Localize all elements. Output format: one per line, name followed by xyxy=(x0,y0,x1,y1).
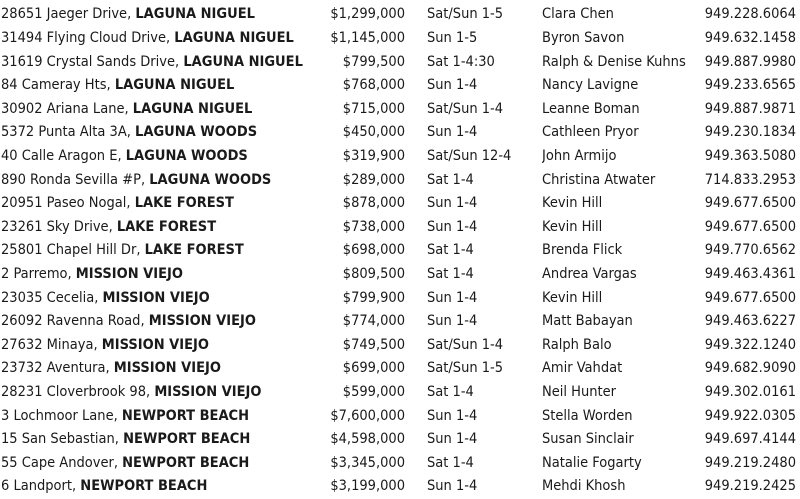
agent-phone: 949.770.6562 xyxy=(704,242,796,259)
city-name: LAGUNA NIGUEL xyxy=(183,53,303,70)
street-address: 31494 Flying Cloud Drive, xyxy=(1,29,175,46)
street-address: 23261 Sky Drive, xyxy=(1,218,117,235)
listing-address xyxy=(1,27,321,51)
agent-phone: 949.677.6500 xyxy=(704,218,796,235)
listing-row xyxy=(0,310,800,334)
agent-name: Nancy Lavigne xyxy=(542,77,639,94)
agent-phone: 949.228.6064 xyxy=(704,6,796,23)
listing-price: $774,000 xyxy=(342,313,405,330)
listing-address xyxy=(1,357,321,381)
listing-address xyxy=(1,428,321,452)
listing-row xyxy=(0,3,800,27)
agent-phone: 949.302.0161 xyxy=(704,383,796,400)
street-address: 20951 Paseo Nogal, xyxy=(1,195,135,212)
agent-name: Leanne Boman xyxy=(542,100,640,117)
listing-address xyxy=(1,169,321,193)
agent-name: Ralph Balo xyxy=(542,336,612,353)
listing-address xyxy=(1,74,321,98)
agent-name: Ralph & Denise Kuhns xyxy=(542,53,686,70)
listing-row xyxy=(0,428,800,452)
listing-price: $3,345,000 xyxy=(330,454,405,471)
city-name: NEWPORT BEACH xyxy=(121,407,250,424)
open-house-hours: Sun 1-4 xyxy=(427,124,478,141)
city-name: LAGUNA NIGUEL xyxy=(174,29,294,46)
street-address: 26092 Ravenna Road, xyxy=(1,313,149,330)
city-name: NEWPORT BEACH xyxy=(122,454,250,471)
street-address: 84 Cameray Hts, xyxy=(1,77,115,94)
city-name: NEWPORT BEACH xyxy=(80,478,208,495)
open-house-hours: Sun 1-4 xyxy=(427,431,478,448)
agent-name: Kevin Hill xyxy=(542,289,603,306)
listing-row xyxy=(0,98,800,122)
listing-address xyxy=(1,51,321,75)
listing-price: $715,000 xyxy=(342,100,405,117)
listing-row xyxy=(0,51,800,75)
street-address: 28231 Cloverbrook 98, xyxy=(1,383,155,400)
open-house-hours: Sun 1-4 xyxy=(427,289,478,306)
open-house-hours: Sat/Sun 1-4 xyxy=(427,336,504,353)
agent-phone: 949.922.0305 xyxy=(704,407,796,424)
agent-phone: 949.463.4361 xyxy=(704,265,796,282)
agent-phone: 949.887.9980 xyxy=(704,53,796,70)
agent-phone: 949.697.4144 xyxy=(704,431,796,448)
agent-phone: 949.463.6227 xyxy=(704,313,796,330)
listing-row xyxy=(0,263,800,287)
street-address: 40 Calle Aragon E, xyxy=(1,147,126,164)
listing-row xyxy=(0,452,800,476)
agent-phone: 949.233.6565 xyxy=(704,77,796,94)
open-house-hours: Sun 1-5 xyxy=(427,29,478,46)
city-name: LAKE FOREST xyxy=(116,218,217,235)
open-house-hours: Sun 1-4 xyxy=(427,195,478,212)
street-address: 23732 Aventura, xyxy=(1,360,114,377)
city-name: MISSION VIEJO xyxy=(148,313,256,330)
open-house-hours: Sat 1-4:30 xyxy=(427,53,495,70)
street-address: 2 Parremo, xyxy=(1,265,76,282)
listing-address xyxy=(1,263,321,287)
listing-row xyxy=(0,74,800,98)
city-name: LAKE FOREST xyxy=(144,242,244,259)
listing-price: $738,000 xyxy=(342,218,405,235)
listing-price: $7,600,000 xyxy=(330,407,405,424)
listing-address xyxy=(1,381,321,405)
agent-phone: 949.219.2480 xyxy=(704,454,796,471)
listing-row xyxy=(0,27,800,51)
listing-price: $799,500 xyxy=(342,53,405,70)
agent-name: Susan Sinclair xyxy=(542,431,634,448)
listing-row xyxy=(0,381,800,405)
listing-row xyxy=(0,287,800,311)
listing-address xyxy=(1,121,321,145)
listing-price: $699,000 xyxy=(342,360,405,377)
street-address: 25801 Chapel Hill Dr, xyxy=(1,242,145,259)
city-name: NEWPORT BEACH xyxy=(123,431,251,448)
open-house-hours: Sat 1-4 xyxy=(427,171,474,188)
street-address: 890 Ronda Sevilla #P, xyxy=(1,171,150,188)
open-house-hours: Sat/Sun 1-5 xyxy=(427,6,504,23)
agent-phone: 949.219.2425 xyxy=(704,478,796,495)
listing-address xyxy=(1,310,321,334)
listing-row xyxy=(0,192,800,216)
listing-address xyxy=(1,287,321,311)
open-house-hours: Sun 1-4 xyxy=(427,313,478,330)
agent-name: Brenda Flick xyxy=(542,242,623,259)
city-name: LAGUNA WOODS xyxy=(149,171,272,188)
listing-price: $289,000 xyxy=(342,171,405,188)
listing-row xyxy=(0,239,800,263)
open-house-hours: Sat 1-4 xyxy=(427,265,474,282)
agent-name: Byron Savon xyxy=(542,29,625,46)
street-address: 23035 Cecelia, xyxy=(1,289,103,306)
agent-phone: 949.677.6500 xyxy=(704,195,796,212)
agent-name: Andrea Vargas xyxy=(542,265,637,282)
agent-name: Mehdi Khosh xyxy=(542,478,626,495)
street-address: 28651 Jaeger Drive, xyxy=(1,6,136,23)
city-name: MISSION VIEJO xyxy=(113,360,221,377)
open-house-hours: Sat/Sun 12-4 xyxy=(427,147,512,164)
listing-row xyxy=(0,334,800,358)
listing-price: $4,598,000 xyxy=(330,431,405,448)
listing-price: $3,199,000 xyxy=(330,478,405,495)
street-address: 55 Cape Andover, xyxy=(1,454,123,471)
agent-name: Natalie Fogarty xyxy=(542,454,642,471)
open-house-hours: Sat 1-4 xyxy=(427,383,474,400)
agent-phone: 949.230.1834 xyxy=(704,124,796,141)
city-name: LAGUNA WOODS xyxy=(135,124,258,141)
agent-name: Neil Hunter xyxy=(542,383,617,400)
listing-price: $799,900 xyxy=(342,289,405,306)
agent-name: Amir Vahdat xyxy=(542,360,623,377)
listing-price: $450,000 xyxy=(342,124,405,141)
agent-phone: 949.632.1458 xyxy=(704,29,796,46)
street-address: 27632 Minaya, xyxy=(1,336,102,353)
listing-price: $599,000 xyxy=(342,383,405,400)
listing-address xyxy=(1,452,321,476)
listing-address xyxy=(1,239,321,263)
street-address: 3 Lochmoor Lane, xyxy=(1,407,122,424)
agent-name: Stella Worden xyxy=(542,407,633,424)
listing-row xyxy=(0,169,800,193)
city-name: MISSION VIEJO xyxy=(101,336,209,353)
agent-name: John Armijo xyxy=(542,147,617,164)
open-house-hours: Sat 1-4 xyxy=(427,454,474,471)
agent-name: Kevin Hill xyxy=(542,195,603,212)
city-name: LAGUNA NIGUEL xyxy=(135,6,255,23)
agent-phone: 949.363.5080 xyxy=(704,147,796,164)
agent-phone: 949.887.9871 xyxy=(704,100,796,117)
open-house-hours: Sat/Sun 1-4 xyxy=(427,100,504,117)
city-name: MISSION VIEJO xyxy=(154,383,262,400)
city-name: LAGUNA WOODS xyxy=(125,147,248,164)
open-house-hours: Sun 1-4 xyxy=(427,218,478,235)
agent-name: Christina Atwater xyxy=(542,171,656,188)
street-address: 30902 Ariana Lane, xyxy=(1,100,133,117)
open-house-hours: Sun 1-4 xyxy=(427,478,478,495)
open-house-hours: Sat/Sun 1-5 xyxy=(427,360,504,377)
listing-price: $1,299,000 xyxy=(330,6,405,23)
city-name: MISSION VIEJO xyxy=(75,265,183,282)
listing-address xyxy=(1,98,321,122)
listing-address xyxy=(1,3,321,27)
open-house-hours: Sun 1-4 xyxy=(427,407,478,424)
agent-phone: 949.322.1240 xyxy=(704,336,796,353)
listing-row xyxy=(0,121,800,145)
open-house-hours: Sat 1-4 xyxy=(427,242,474,259)
agent-name: Clara Chen xyxy=(542,6,614,23)
listing-price: $1,145,000 xyxy=(330,29,405,46)
agent-phone: 949.682.9090 xyxy=(704,360,796,377)
listing-price: $878,000 xyxy=(342,195,405,212)
listing-row xyxy=(0,216,800,240)
open-house-hours: Sun 1-4 xyxy=(427,77,478,94)
city-name: MISSION VIEJO xyxy=(102,289,210,306)
listing-address xyxy=(1,334,321,358)
listing-price: $809,500 xyxy=(342,265,405,282)
listing-address xyxy=(1,192,321,216)
agent-name: Matt Babayan xyxy=(542,313,633,330)
listing-address xyxy=(1,475,321,499)
street-address: 15 San Sebastian, xyxy=(1,431,124,448)
agent-phone: 949.677.6500 xyxy=(704,289,796,306)
street-address: 31619 Crystal Sands Drive, xyxy=(1,53,184,70)
listing-price: $319,900 xyxy=(342,147,405,164)
listing-price: $698,000 xyxy=(342,242,405,259)
street-address: 6 Landport, xyxy=(1,478,81,495)
listing-address xyxy=(1,405,321,429)
city-name: LAGUNA NIGUEL xyxy=(132,100,253,117)
listing-row xyxy=(0,405,800,429)
agent-name: Cathleen Pryor xyxy=(542,124,639,141)
city-name: LAKE FOREST xyxy=(134,195,234,212)
listing-price: $749,500 xyxy=(342,336,405,353)
listing-row xyxy=(0,475,800,499)
city-name: LAGUNA NIGUEL xyxy=(114,77,235,94)
listing-row xyxy=(0,357,800,381)
listing-address xyxy=(1,145,321,169)
listing-address xyxy=(1,216,321,240)
agent-name: Kevin Hill xyxy=(542,218,603,235)
listing-row xyxy=(0,145,800,169)
listing-price: $768,000 xyxy=(342,77,405,94)
street-address: 5372 Punta Alta 3A, xyxy=(1,124,136,141)
agent-phone: 714.833.2953 xyxy=(704,171,796,188)
